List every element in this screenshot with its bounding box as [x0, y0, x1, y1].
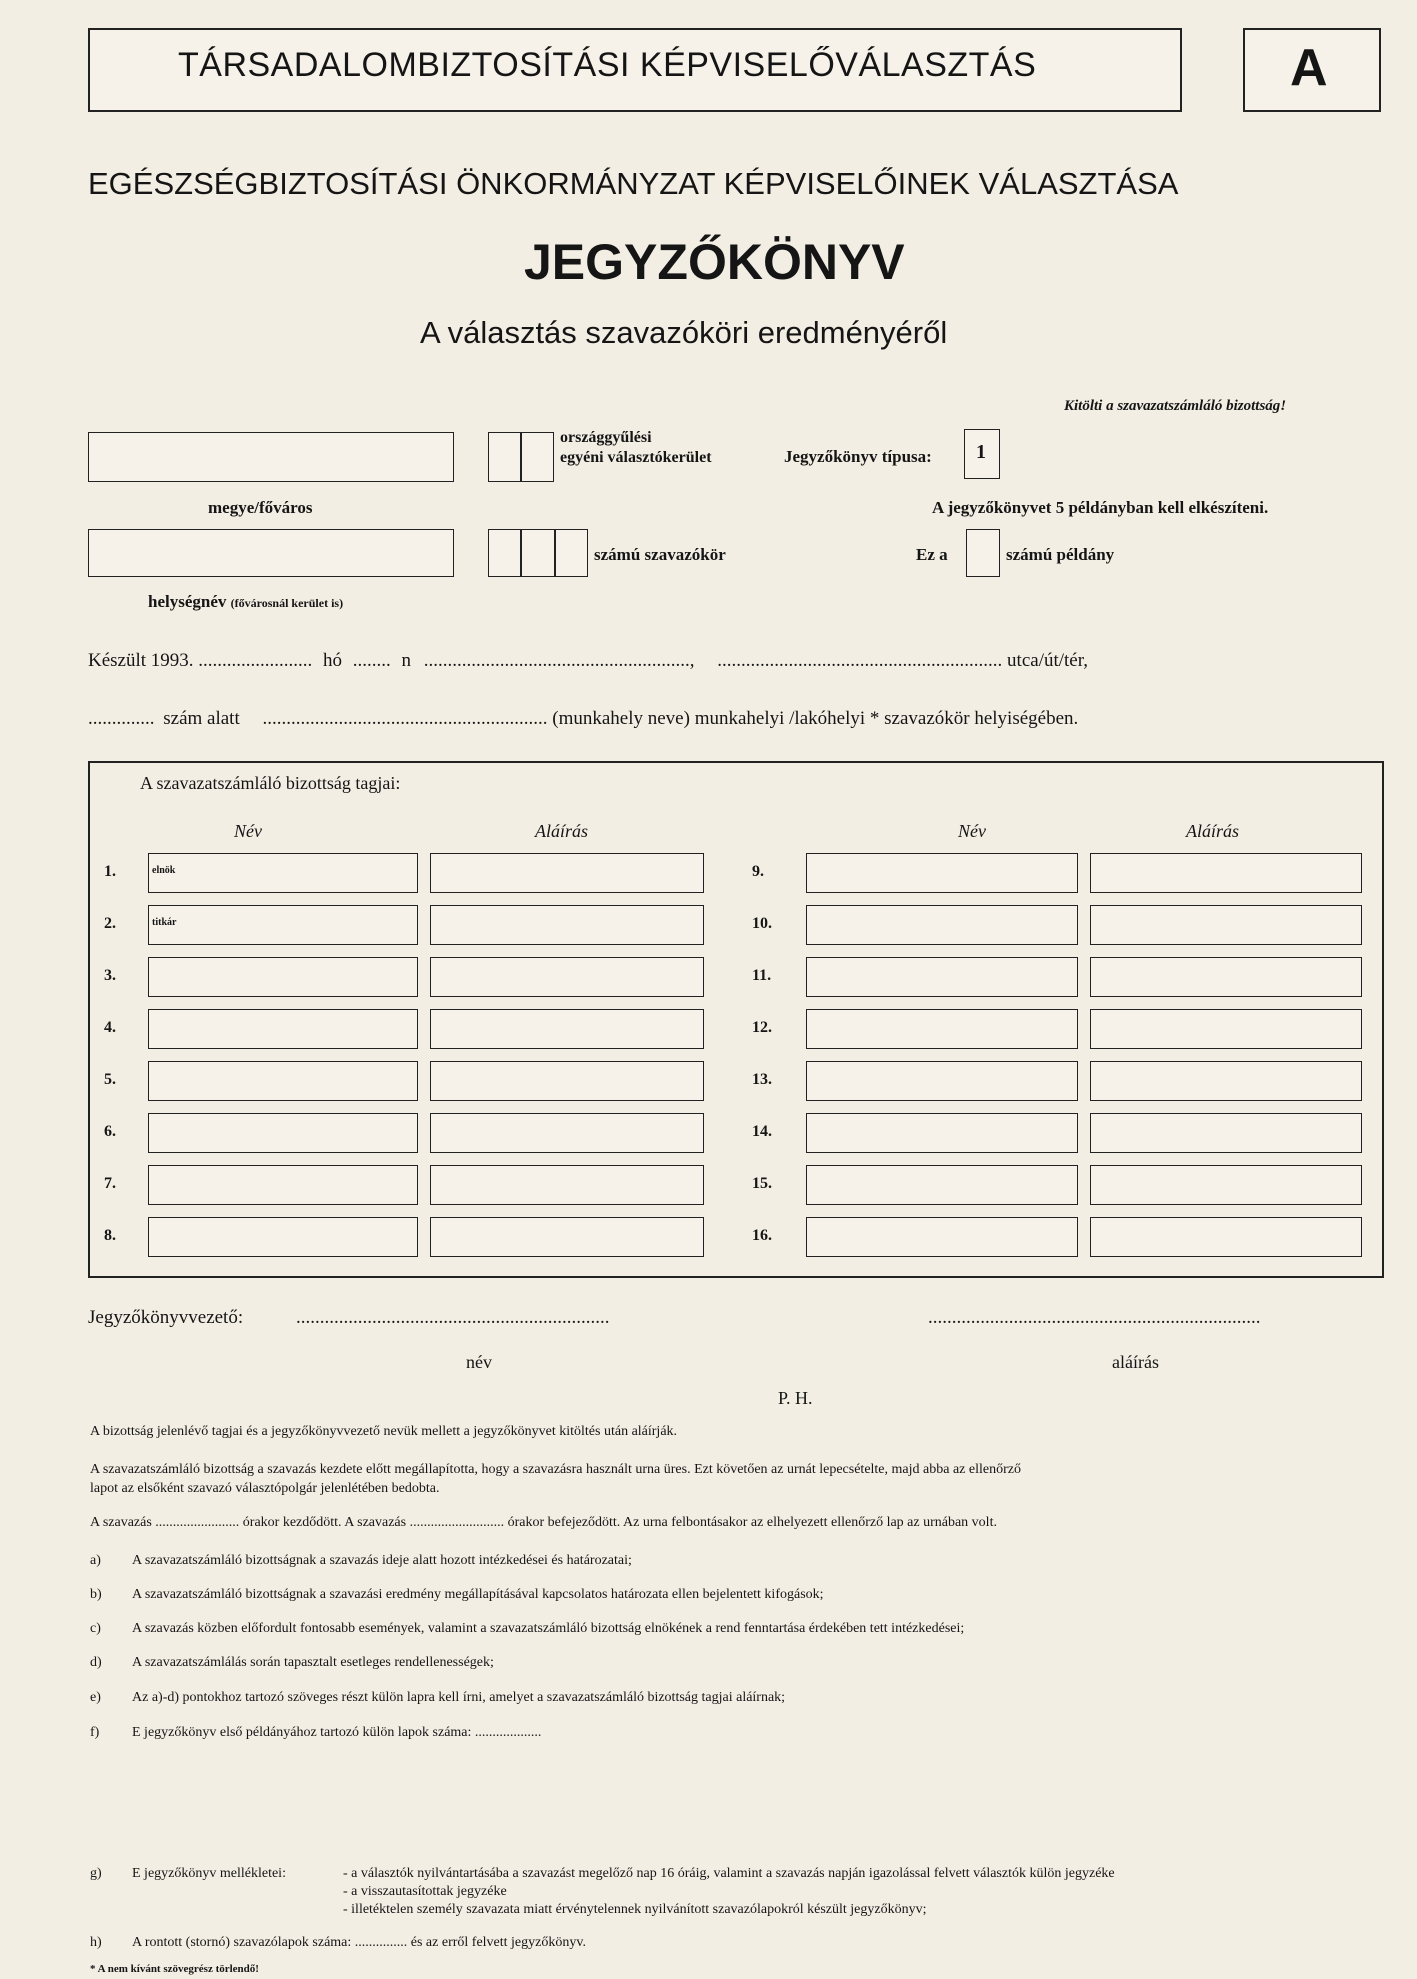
date-place-dots[interactable]: ........................................................,	[423, 650, 695, 671]
committee-row-number: 6.	[104, 1123, 116, 1140]
committee-signature-field[interactable]	[430, 1217, 704, 1257]
document-title: JEGYZŐKÖNYV	[524, 234, 905, 290]
committee-row-number: 1.	[104, 863, 116, 880]
header-title: TÁRSADALOMBIZTOSÍTÁSI KÉPVISELŐVÁLASZTÁS	[178, 46, 1037, 84]
fill-instruction: Kitölti a szavazatszámláló bizottság!	[1064, 398, 1287, 414]
committee-row-number: 11.	[752, 967, 772, 984]
protocol-type-label: Jegyzőkönyv típusa:	[784, 447, 932, 466]
date-street-dots[interactable]: ............................................................	[717, 650, 1003, 671]
committee-name-field[interactable]	[148, 905, 418, 945]
item-text: A szavazatszámlálás során tapasztalt esetleges rendellenességek;	[132, 1655, 494, 1670]
committee-row-number: 16.	[752, 1227, 772, 1244]
place-workplace-dots[interactable]: ............................................................	[262, 708, 548, 729]
committee-signature-field[interactable]	[1090, 1113, 1362, 1153]
district-label-line2: egyéni választókerület	[560, 449, 712, 466]
copy-prefix: Ez a	[916, 545, 948, 564]
committee-row-number: 7.	[104, 1175, 116, 1192]
item-letter: a)	[90, 1553, 101, 1568]
place-number-dots[interactable]: ..............	[88, 708, 155, 729]
item-text: A szavazatszámláló bizottságnak a szavazási eredmény megállapításával kapcsolatos határozata ellen bejelentett kifogások;	[132, 1587, 824, 1602]
committee-signature-field[interactable]	[430, 957, 704, 997]
committee-signature-field[interactable]	[1090, 853, 1362, 893]
date-line	[88, 650, 1088, 672]
recorder-signature-dots[interactable]: ......................................................................	[928, 1307, 1261, 1328]
committee-name-field[interactable]	[148, 853, 418, 893]
recorder-name-dots[interactable]: ..................................................................	[296, 1307, 610, 1328]
precinct-label: számú szavazókör	[594, 545, 726, 564]
document-subtitle: A választás szavazóköri eredményéről	[420, 315, 948, 350]
committee-name-field[interactable]	[806, 1061, 1078, 1101]
right-col-signature-header: Aláírás	[1186, 821, 1240, 841]
committee-row-number: 10.	[752, 915, 772, 932]
stamp-label: P. H.	[778, 1388, 813, 1408]
copy-label: számú példány	[1006, 545, 1115, 564]
subtitle: EGÉSZSÉGBIZTOSÍTÁSI ÖNKORMÁNYZAT KÉPVISELŐINEK VÁLASZTÁSA	[88, 166, 1179, 201]
committee-row-number: 14.	[752, 1123, 772, 1140]
committee-row-number: 2.	[104, 915, 116, 932]
committee-signature-field[interactable]	[430, 1009, 704, 1049]
statement-urn-2: lapot az elsőként szavazó választópolgár jelenlétében bedobta.	[90, 1481, 440, 1496]
left-col-name-header: Név	[234, 821, 262, 841]
item-h-text: A rontott (stornó) szavazólapok száma: ............... és az erről felvett jegyzőkönyv.	[132, 1935, 586, 1950]
item-text: Az a)-d) pontokhoz tartozó szöveges részt külön lapra kell írni, amelyet a szavazatszámláló bizottság tagjai aláírnak;	[132, 1690, 786, 1705]
item-letter: c)	[90, 1621, 101, 1636]
committee-name-field[interactable]	[148, 1113, 418, 1153]
item-letter: e)	[90, 1690, 101, 1705]
committee-row-number: 8.	[104, 1227, 116, 1244]
precinct-digit-divider2	[554, 529, 556, 577]
settlement-label-text: helységnév	[148, 592, 227, 611]
precinct-digit-divider1	[520, 529, 522, 577]
item-h-letter: h)	[90, 1935, 102, 1950]
committee-signature-field[interactable]	[430, 1113, 704, 1153]
item-g-line3: - illetéktelen személy szavazata miatt érvénytelennek nyilvánított szavazólapokról készült jegyzőkönyv;	[343, 1902, 927, 1917]
committee-signature-field[interactable]	[1090, 1165, 1362, 1205]
committee-row-number: 5.	[104, 1071, 116, 1088]
committee-name-field[interactable]	[148, 1165, 418, 1205]
date-street-label: utca/út/tér,	[1007, 650, 1089, 671]
committee-name-field[interactable]	[806, 905, 1078, 945]
district-label-line1: országgyűlési	[560, 429, 652, 446]
date-year-dots[interactable]: ........................	[198, 650, 313, 671]
copy-number-box[interactable]	[966, 529, 1000, 577]
item-g-letter: g)	[90, 1866, 102, 1881]
recorder-name-caption: név	[466, 1352, 492, 1372]
settlement-label	[148, 592, 343, 612]
committee-name-field[interactable]	[806, 1009, 1078, 1049]
settlement-field[interactable]	[88, 529, 454, 577]
left-col-signature-header: Aláírás	[535, 821, 589, 841]
county-label: megye/főváros	[208, 498, 313, 517]
committee-signature-field[interactable]	[430, 905, 704, 945]
committee-signature-field[interactable]	[1090, 1009, 1362, 1049]
committee-row-number: 15.	[752, 1175, 772, 1192]
committee-title: A szavazatszámláló bizottság tagjai:	[140, 773, 401, 793]
item-letter: b)	[90, 1587, 102, 1602]
item-letter: d)	[90, 1655, 102, 1670]
committee-signature-field[interactable]	[430, 853, 704, 893]
item-text: A szavazatszámláló bizottságnak a szavazás ideje alatt hozott intézkedései és határozatai;	[132, 1553, 632, 1568]
committee-signature-field[interactable]	[1090, 957, 1362, 997]
item-text: A szavazás közben előfordult fontosabb események, valamint a szavazatszámláló bizottság elnökének a rend fenntartása érdekében tett intézkedései;	[132, 1621, 965, 1636]
date-made: Készült 1993.	[88, 650, 194, 671]
type-letter: A	[1290, 39, 1328, 97]
committee-row-number: 9.	[752, 863, 764, 880]
committee-row-number: 4.	[104, 1019, 116, 1036]
committee-row-number: 3.	[104, 967, 116, 984]
committee-name-field[interactable]	[806, 1165, 1078, 1205]
committee-name-field[interactable]	[148, 1061, 418, 1101]
place-number-label: szám alatt	[163, 708, 240, 729]
committee-signature-field[interactable]	[1090, 1217, 1362, 1257]
statement-sign: A bizottság jelenlévő tagjai és a jegyzőkönyvvezető nevük mellett a jegyzőkönyvet kitöltés után aláírják.	[90, 1424, 678, 1439]
protocol-type-value: 1	[976, 441, 986, 463]
date-day-dots[interactable]: ........	[352, 650, 391, 671]
precinct-digit-box[interactable]	[488, 529, 588, 577]
date-month-label: hó	[323, 650, 343, 671]
item-letter: f)	[90, 1725, 100, 1740]
settlement-note: (fővárosnál kerület is)	[230, 596, 344, 610]
committee-name-field[interactable]	[806, 1113, 1078, 1153]
place-workplace-label: (munkahely neve) munkahelyi /lakóhelyi * szavazókör helyiségében.	[552, 708, 1079, 729]
committee-role-label: elnök	[152, 865, 176, 876]
statement-times: A szavazás ........................ órakor kezdődött. A szavazás ........................... órakor befejeződött. Az urna felbontásakor az elhelyezett ellenőrző lap az urnában volt.	[90, 1515, 997, 1530]
committee-name-field[interactable]	[148, 957, 418, 997]
committee-role-label: titkár	[152, 917, 177, 928]
copies-note: A jegyzőkönyvet 5 példányban kell elkészíteni.	[932, 498, 1269, 517]
recorder-signature-caption: aláírás	[1112, 1352, 1159, 1372]
statement-urn-1: A szavazatszámláló bizottság a szavazás kezdete előtt megállapította, hogy a szavazásra használt urna üres. Ezt követően az urnát lepecsételte, majd abba az ellenőrző	[90, 1462, 1021, 1477]
right-col-name-header: Név	[958, 821, 986, 841]
item-text: E jegyzőkönyv első példányához tartozó külön lapok száma: ...................	[132, 1725, 542, 1740]
committee-name-field[interactable]	[806, 957, 1078, 997]
committee-name-field[interactable]	[148, 1009, 418, 1049]
committee-signature-field[interactable]	[1090, 1061, 1362, 1101]
committee-name-field[interactable]	[148, 1217, 418, 1257]
committee-name-field[interactable]	[806, 853, 1078, 893]
county-field[interactable]	[88, 432, 454, 482]
place-line	[88, 708, 1078, 730]
item-g-line2: - a visszautasítottak jegyzéke	[343, 1884, 507, 1899]
district-digit-divider	[520, 432, 522, 482]
date-day-label: n	[401, 650, 412, 671]
committee-signature-field[interactable]	[430, 1165, 704, 1205]
committee-signature-field[interactable]	[1090, 905, 1362, 945]
committee-row-number: 13.	[752, 1071, 772, 1088]
committee-row-number: 12.	[752, 1019, 772, 1036]
item-g-line1: - a választók nyilvántartásába a szavazást megelőző nap 16 óráig, valamint a szavazás napján igazolással felvett választók külön jegyzéke	[343, 1866, 1115, 1881]
item-g-prefix: E jegyzőkönyv mellékletei:	[132, 1866, 286, 1881]
committee-name-field[interactable]	[806, 1217, 1078, 1257]
committee-signature-field[interactable]	[430, 1061, 704, 1101]
footnote: * A nem kívánt szövegrész törlendő!	[90, 1963, 259, 1975]
recorder-label: Jegyzőkönyvvezető:	[88, 1307, 244, 1328]
